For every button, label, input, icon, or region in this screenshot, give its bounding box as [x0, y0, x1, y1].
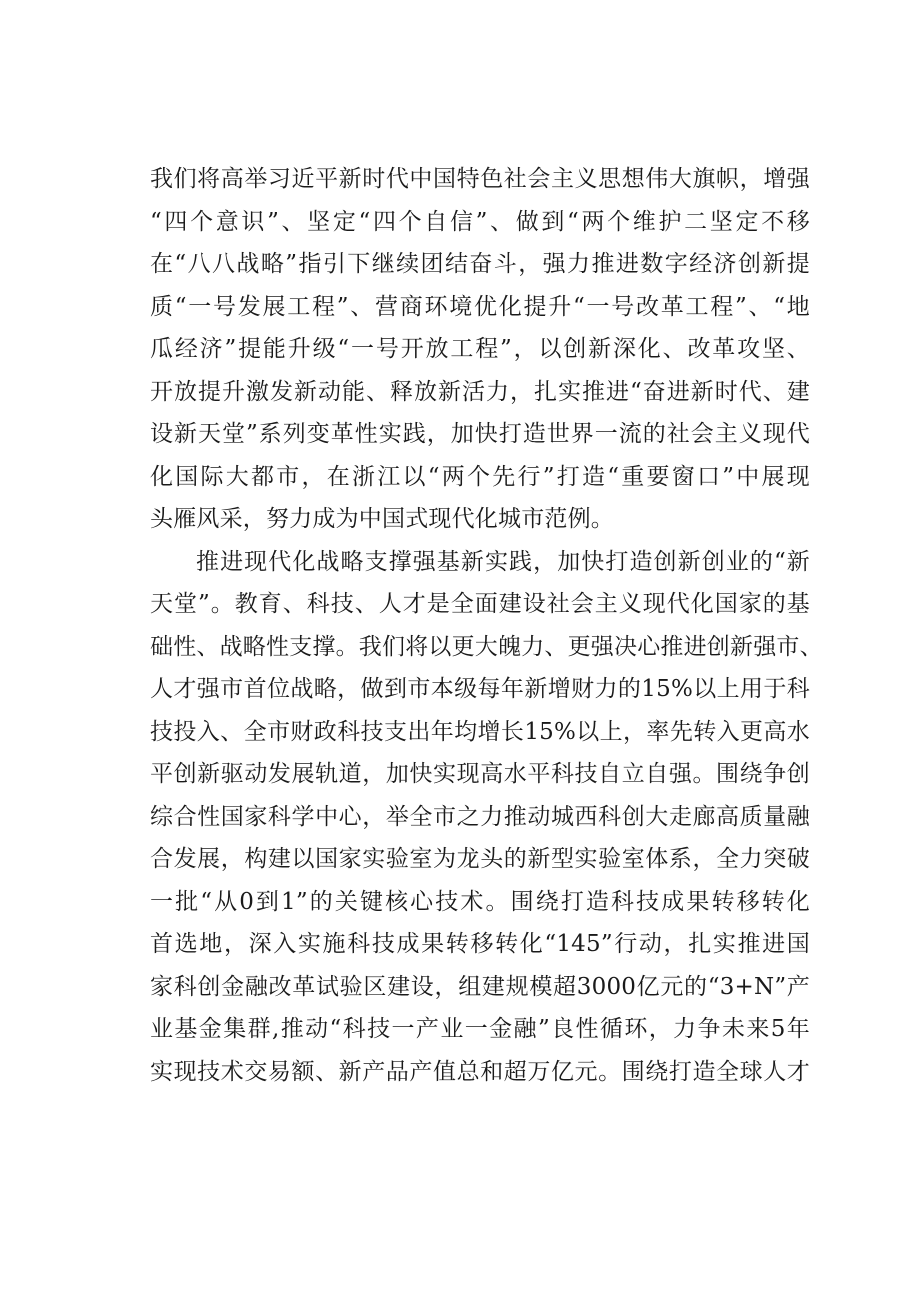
text-line: 础性、战略性支撑。我们将以更大魄力、更强决心推进创新强市、: [150, 633, 823, 660]
text-line: 一批“从0到1”的关键核心技术。围绕打造科技成果转移转化: [150, 888, 810, 915]
text-line: 推进现代化战略支撑强基新实践，加快打造创新创业的“新: [196, 548, 810, 575]
text-line: 开放提升激发新动能、释放新活力，扎实推进“奋进新时代、建: [150, 378, 810, 405]
text-line: 质“一号发展工程”、营商环境优化提升“一号改革工程”、“地: [150, 293, 810, 320]
text-line: 合发展，构建以国家实验室为龙头的新型实验室体系，全力突破: [150, 846, 810, 872]
text-line: 天堂”。教育、科技、人才是全面建设社会主义现代化国家的基: [150, 591, 810, 617]
text-line: 业基金集群,推动“科技一产业一金融”良性循环，力争未来5年: [150, 1016, 810, 1042]
text-line: 实现技术交易额、新产品产值总和超万亿元。围绕打造全球人才: [150, 1058, 810, 1085]
text-line: 在“八八战略”指引下继续团结奋斗，强力推进数字经济创新提: [150, 251, 810, 277]
text-line: 平创新驱动发展轨道，加快实现高水平科技自立自强。围绕争创: [150, 761, 810, 787]
text-line: 化国际大都市，在浙江以“两个先行”打造“重要窗口”中展现: [150, 463, 810, 490]
text-line: 瓜经济”提能升级“一号开放工程”，以创新深化、改革攻坚、: [150, 336, 810, 362]
paragraph-1: [150, 158, 810, 541]
paragraph-2: [150, 541, 823, 1094]
text-line: 家科创金融改革试验区建设，组建规模超3000亿元的“3+N”产: [150, 973, 810, 1000]
document-body: [150, 158, 823, 1093]
text-line: 首选地，深入实施科技成果转移转化“145”行动，扎实推进国: [150, 931, 810, 957]
text-line: 综合性国家科学中心，举全市之力推动城西科创大走廊高质量融: [150, 803, 810, 830]
text-line: “四个意识”、坚定“四个自信”、做到“两个维护二坚定不移: [150, 208, 810, 235]
text-line: 人才强市首位战略，做到市本级每年新增财力的15%以上用于科: [150, 676, 810, 702]
text-line: 技投入、全市财政科技支出年均增长15%以上，率先转入更高水: [150, 718, 810, 745]
text-line: 头雁风采，努力成为中国式现代化城市范例。: [150, 506, 614, 532]
text-line: 我们将高举习近平新时代中国特色社会主义思想伟大旗帜，增强: [150, 166, 810, 192]
text-line: 设新天堂”系列变革性实践，加快打造世界一流的社会主义现代: [150, 421, 810, 447]
